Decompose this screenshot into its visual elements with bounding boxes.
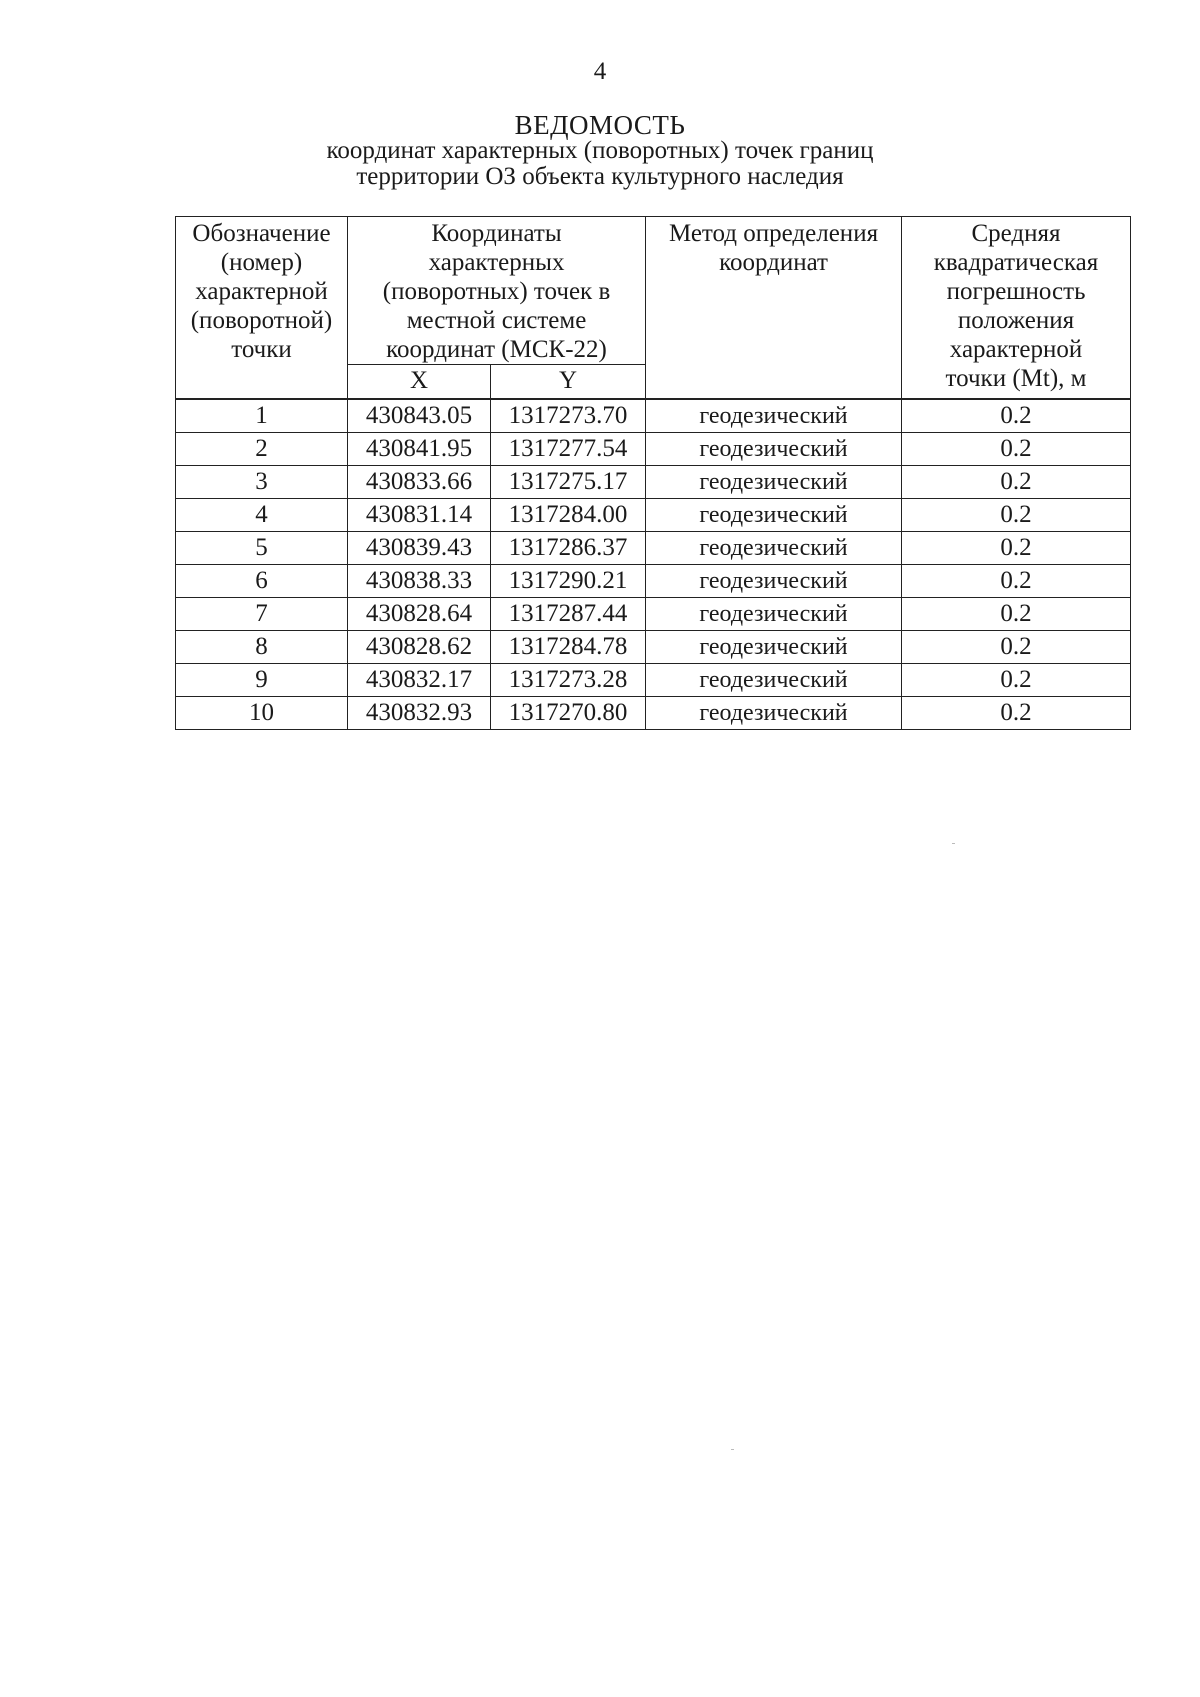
cell-x: 430838.33 [348, 565, 491, 598]
cell-method: геодезический [646, 565, 902, 598]
cell-y: 1317277.54 [491, 433, 646, 466]
cell-y: 1317275.17 [491, 466, 646, 499]
cell-y: 1317273.28 [491, 664, 646, 697]
table-row [176, 664, 1131, 697]
cell-method: геодезический [646, 466, 902, 499]
subtitle-line: координат характерных (поворотных) точек границ [326, 137, 874, 164]
cell-y: 1317286.37 [491, 532, 646, 565]
cell-mt: 0.2 [902, 532, 1131, 565]
cell-mt: 0.2 [902, 664, 1131, 697]
cell-y: 1317273.70 [491, 399, 646, 433]
table-row [176, 499, 1131, 532]
cell-x: 430841.95 [348, 433, 491, 466]
cell-point: 4 [176, 499, 348, 532]
cell-x: 430839.43 [348, 532, 491, 565]
cell-point: 8 [176, 631, 348, 664]
cell-mt: 0.2 [902, 565, 1131, 598]
cell-method: геодезический [646, 499, 902, 532]
document-subtitle [0, 138, 1200, 190]
cell-y: 1317290.21 [491, 565, 646, 598]
cell-x: 430832.93 [348, 697, 491, 730]
table-row [176, 532, 1131, 565]
cell-y: 1317270.80 [491, 697, 646, 730]
subtitle-line: территории ОЗ объекта культурного наследия [356, 163, 844, 190]
cell-method: геодезический [646, 532, 902, 565]
page-number: 4 [593, 58, 607, 85]
cell-mt: 0.2 [902, 499, 1131, 532]
cell-x: 430831.14 [348, 499, 491, 532]
cell-method: геодезический [646, 433, 902, 466]
cell-method: геодезический [646, 399, 902, 433]
cell-point: 6 [176, 565, 348, 598]
table-row [176, 433, 1131, 466]
cell-point: 5 [176, 532, 348, 565]
header-error: Средняя квадратическая погрешность положения характерной точки (Mt), м [902, 217, 1131, 400]
scan-speck [952, 843, 955, 844]
cell-x: 430832.17 [348, 664, 491, 697]
cell-mt: 0.2 [902, 631, 1131, 664]
header-method: Метод определения координат [646, 217, 902, 400]
table-row [176, 466, 1131, 499]
cell-mt: 0.2 [902, 598, 1131, 631]
cell-x: 430828.62 [348, 631, 491, 664]
table-row [176, 598, 1131, 631]
cell-method: геодезический [646, 697, 902, 730]
header-coordinates: Координаты характерных (поворотных) точек в местной системе координат (МСК-22) [348, 217, 646, 365]
cell-mt: 0.2 [902, 433, 1131, 466]
cell-method: геодезический [646, 598, 902, 631]
cell-point: 10 [176, 697, 348, 730]
cell-point: 9 [176, 664, 348, 697]
cell-x: 430833.66 [348, 466, 491, 499]
cell-y: 1317284.78 [491, 631, 646, 664]
cell-point: 2 [176, 433, 348, 466]
table-row [176, 631, 1131, 664]
cell-point: 3 [176, 466, 348, 499]
cell-y: 1317284.00 [491, 499, 646, 532]
header-y: Y [491, 365, 646, 400]
cell-point: 7 [176, 598, 348, 631]
cell-x: 430828.64 [348, 598, 491, 631]
cell-method: геодезический [646, 631, 902, 664]
table-body [176, 399, 1131, 730]
cell-mt: 0.2 [902, 399, 1131, 433]
cell-x: 430843.05 [348, 399, 491, 433]
scan-speck [731, 1449, 734, 1450]
cell-mt: 0.2 [902, 466, 1131, 499]
table-row [176, 565, 1131, 598]
table-row [176, 399, 1131, 433]
cell-method: геодезический [646, 664, 902, 697]
cell-point: 1 [176, 399, 348, 433]
header-x: X [348, 365, 491, 400]
cell-y: 1317287.44 [491, 598, 646, 631]
header-point-designation: Обозначение (номер) характерной (поворотной) точки [176, 217, 348, 400]
table-row [176, 697, 1131, 730]
coordinates-table [175, 216, 1131, 730]
cell-mt: 0.2 [902, 697, 1131, 730]
document-title: ВЕДОМОСТЬ [514, 110, 686, 140]
